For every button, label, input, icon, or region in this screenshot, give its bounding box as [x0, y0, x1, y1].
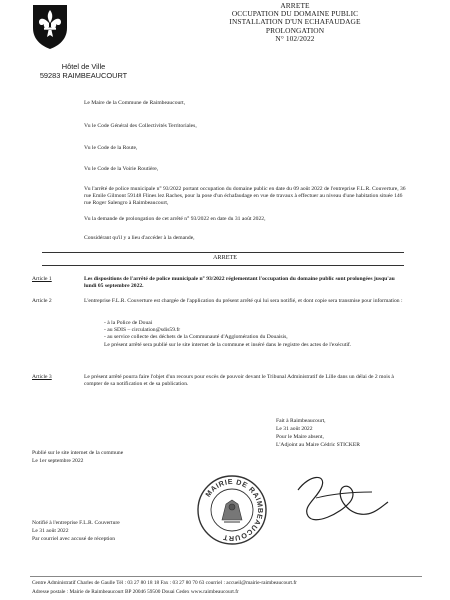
divider: [42, 252, 404, 253]
article-2-label: Article 2: [32, 298, 52, 304]
seal-text: MAIRIE DE RAIMBEAUCOURT: [203, 476, 266, 544]
footer-divider: [30, 576, 422, 577]
document-header: [180, 2, 410, 43]
town-hall-label: Hôtel de Ville: [61, 62, 106, 71]
header-line: OCCUPATION DU DOMAINE PUBLIC: [231, 9, 359, 19]
article-3-label: Article 3: [32, 374, 52, 380]
publication-date: Le 1er septembre 2022: [32, 458, 84, 464]
footer-contact: Centre Administratif Charles de Gaulle Tél : 03 27 80 18 18 Fax : 03 27 80 70 63 courriel : accueil@mairie-raimbeaucourt.fr: [32, 580, 297, 586]
header-line: PROLONGATION: [265, 25, 325, 35]
signature-role: Pour le Maire absent,: [276, 434, 324, 440]
vu-line: Vu le Code de la Route,: [84, 145, 138, 151]
list-item: - à la Police de Douai: [104, 320, 153, 326]
notification-method: Par courriel avec accusé de réception: [32, 536, 116, 542]
vu-line: Vu le Code Général des Collectivités Territoriales,: [84, 123, 197, 129]
article-2-text: L'entreprise F.L.R. Couverture est chargée de l'application du présent arrêté qui lui sera notifié, et dont copie sera transmise pour information :: [84, 298, 403, 304]
notification-line: Notifié à l'entreprise F.L.R. Couverture: [32, 520, 120, 526]
divider: [42, 265, 404, 266]
vu-line: Vu le Code de la Voirie Routière,: [84, 166, 159, 172]
mairie-seal-icon: [196, 474, 268, 546]
vu-demande-line: Vu la demande de prolongation de cet arrêté n° 93/2022 en date du 31 août 2022,: [84, 216, 266, 222]
maire-line: Le Maire de la Commune de Raimbeaucourt,: [84, 100, 186, 106]
list-item: - au service collecte des déchets de la Communauté d'Agglomération du Douaisis,: [104, 334, 288, 340]
signature-name: L'Adjoint au Maire Cédric STICKER: [276, 442, 360, 448]
list-item: - au SDIS – circulation@sdis59.fr: [104, 327, 181, 333]
vu-arrete-paragraph: Vu l'arrêté de police municipale n° 93/2022 portant occupation du domaine public en date du 09 août 2022 de l'entreprise F.L.R. Couverture, 36 rue Emile Gilmont 59148 Flines lez Raches, pour la pose d'un échafaudage en vue de travaux à effectuer au niveau d'une habitation située 146 rue Roger Salengro à Raimbeaucourt,: [84, 186, 406, 206]
header-line: INSTALLATION D'UN ECHAFAUDAGE: [229, 17, 361, 27]
fleur-de-lis-icon: [32, 4, 68, 50]
arrete-title: ARRETE: [212, 254, 238, 261]
considerant-line: Considérant qu'il y a lieu d'accéder à la demande,: [84, 235, 195, 241]
town-postcode: 59283 RAIMBEAUCOURT: [39, 71, 128, 81]
signature-place: Fait à Raimbeaucourt,: [276, 418, 326, 424]
footer-address: Adresse postale : Mairie de Raimbeaucourt BP 20046 59500 Douai Cedex www.raimbeaucourt.fr: [32, 589, 239, 595]
article-2-publication-text: Le présent arrêté sera publié sur le site internet de la commune et inséré dans le registre des actes de l'exécutif.: [104, 342, 352, 348]
publication-line: Publié sur le site internet de la commune: [32, 450, 124, 456]
signature-date: Le 31 août 2022: [276, 426, 313, 432]
header-number: N° 102/2022: [275, 33, 315, 43]
article-1-label: Article 1: [32, 276, 52, 282]
article-3-text: Le présent arrêté pourra faire l'objet d'un recours pour excès de pouvoir devant le Tribunal Administratif de Lille dans un délai de 2 mois à compter de sa notification et de sa publication.: [84, 374, 394, 387]
handwritten-signature-icon: [280, 468, 400, 538]
notification-date: Le 31 août 2022: [32, 528, 69, 534]
town-address: [36, 62, 131, 80]
article-1-text: Les dispositions de l'arrêté de police municipale n° 93/2022 réglementant l'occupation du domaine public sont prolongées jusqu'au lundi 05 septembre 2022.: [84, 276, 395, 289]
header-title: ARRETE: [280, 1, 310, 10]
